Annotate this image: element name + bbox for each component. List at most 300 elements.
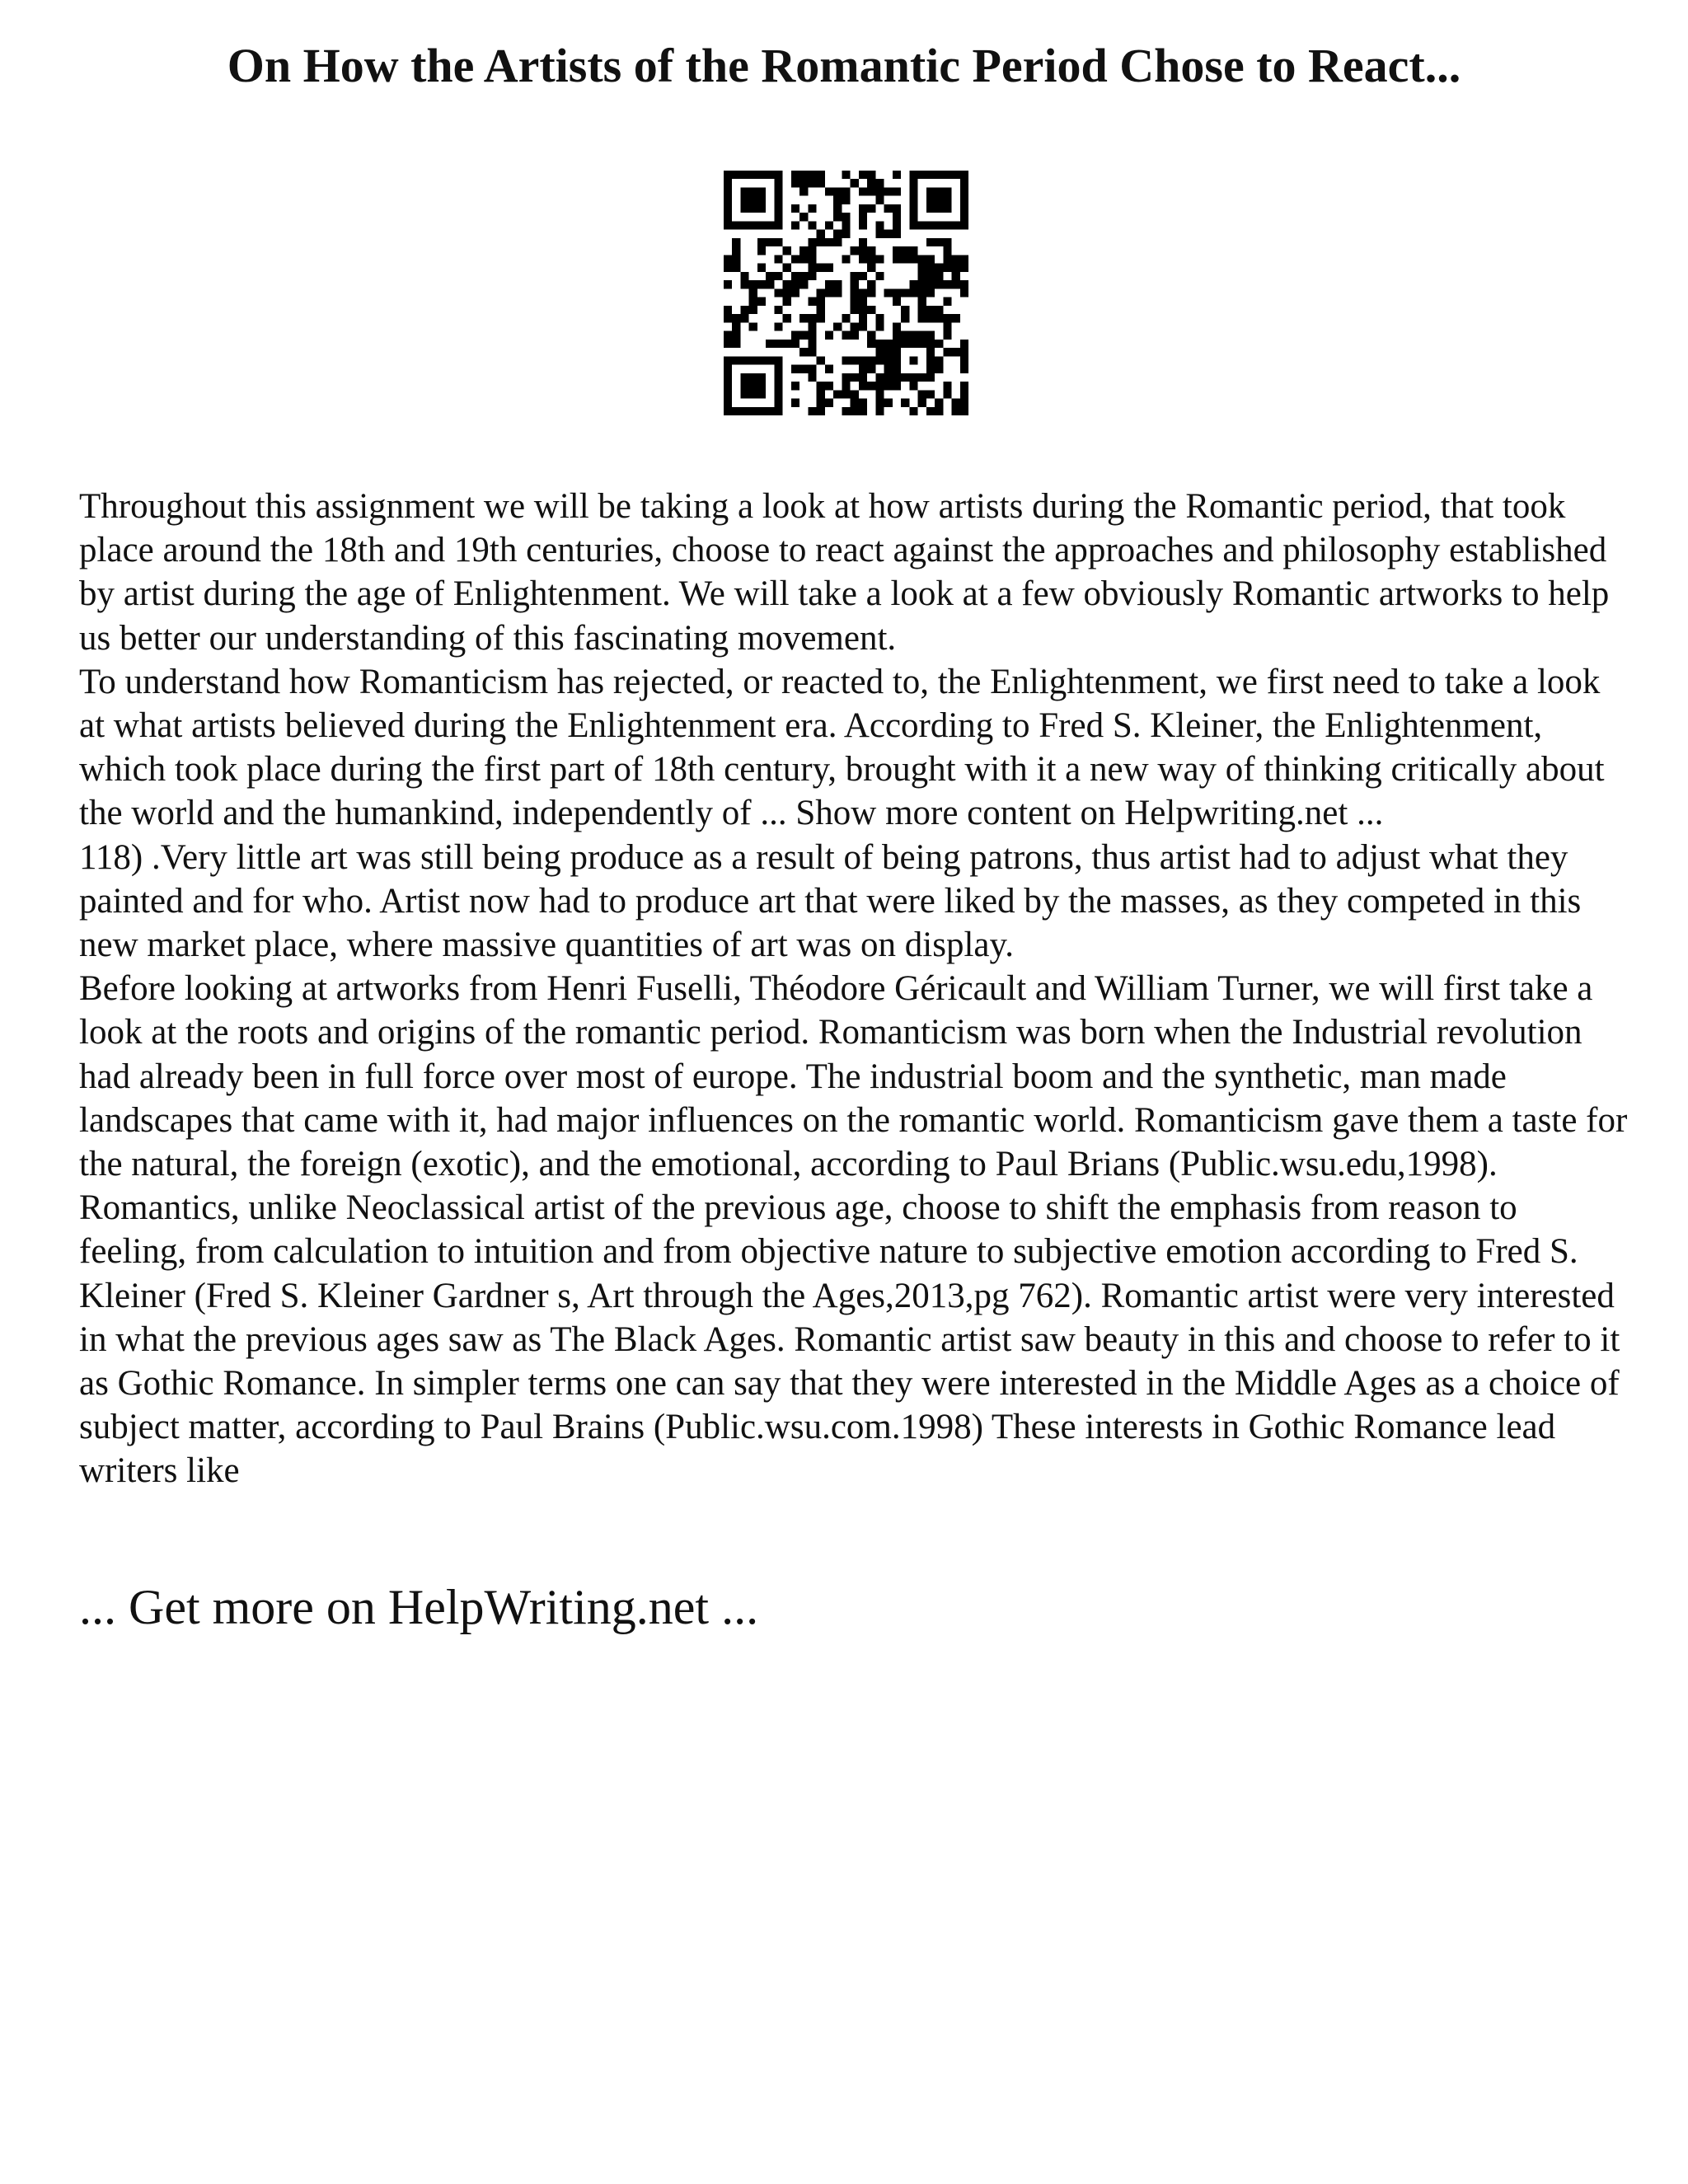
qr-module — [943, 322, 951, 330]
qr-module — [783, 264, 791, 272]
qr-module — [851, 246, 859, 255]
qr-module — [884, 204, 893, 213]
paragraph: Throughout this assignment we will be taking a look at how artists during the Romantic period, that took place around the 18th and 19th centuries, choose to react against the approaches and philosophy established by artist during the age of Enlightenment. We will take a look at a few obviously Romantic artworks to help us better our understanding of this fascinating movement. — [79, 487, 1610, 658]
qr-module — [783, 288, 791, 297]
qr-module — [757, 196, 766, 204]
qr-module — [749, 280, 757, 288]
qr-module — [867, 288, 875, 297]
qr-module — [884, 365, 893, 373]
qr-module — [859, 171, 867, 179]
qr-module — [749, 407, 757, 415]
qr-module — [859, 298, 867, 306]
qr-module — [926, 255, 935, 263]
qr-module — [867, 204, 875, 213]
qr-module — [893, 382, 901, 390]
qr-module — [817, 288, 825, 297]
qr-module — [867, 365, 875, 373]
qr-module — [799, 348, 808, 356]
qr-module — [791, 179, 799, 187]
qr-module — [859, 373, 867, 382]
qr-module — [724, 196, 732, 204]
qr-module — [909, 246, 917, 255]
qr-module — [740, 187, 748, 195]
qr-module — [960, 382, 968, 390]
qr-module — [943, 171, 951, 179]
qr-module — [740, 280, 748, 288]
qr-module — [918, 373, 926, 382]
qr-module — [791, 171, 799, 179]
qr-module — [952, 399, 960, 407]
qr-module — [918, 280, 926, 288]
qr-module — [960, 196, 968, 204]
qr-module — [901, 373, 909, 382]
qr-module — [935, 196, 943, 204]
qr-module — [918, 399, 926, 407]
qr-module — [935, 204, 943, 213]
qr-module — [724, 382, 732, 390]
qr-module — [808, 204, 816, 213]
qr-module — [918, 272, 926, 280]
qr-module — [875, 356, 884, 364]
qr-module — [851, 288, 859, 297]
qr-module — [935, 221, 943, 229]
qr-module — [724, 204, 732, 213]
qr-module — [817, 238, 825, 246]
qr-module — [749, 204, 757, 213]
qr-module — [724, 179, 732, 187]
qr-module — [918, 314, 926, 322]
qr-module — [757, 204, 766, 213]
qr-module — [960, 356, 968, 364]
qr-module — [808, 348, 816, 356]
qr-module — [851, 272, 859, 280]
qr-module — [935, 238, 943, 246]
qr-module — [766, 272, 774, 280]
qr-module — [960, 255, 968, 263]
qr-module — [817, 382, 825, 390]
qr-module — [833, 322, 842, 330]
get-more-link[interactable]: ... Get more on HelpWriting.net ... — [79, 1580, 759, 1634]
qr-module — [817, 230, 825, 238]
qr-module — [766, 280, 774, 288]
qr-module — [851, 322, 859, 330]
qr-module — [724, 340, 732, 348]
qr-module — [884, 348, 893, 356]
qr-module — [875, 314, 884, 322]
paragraph: Before looking at artworks from Henri Fuselli, Théodore Géricault and William Turner, we will first take a look at the roots and origins of the romantic period. Romanticism was born when the Industrial revolution had already been in full force over most of europe. The industrial boom and the synthetic, man made landscapes that came with it, had major influences on the romantic world. Romanticism gave them a taste for the natural, the foreign (exotic), and the emotional, according to Paul Brians (Public.wsu.edu,1998). Romantics, unlike Neoclassical artist of the previous age, choose to shift the emphasis from reason to feeling, from calculation to intuition and from objective nature to subjective emotion according to Fred S. Kleiner (Fred S. Kleiner Gardner s, Art through the Ages,2013,pg 762). Romantic artist were very interested in what the previous ages saw as The Black Ages. Romantic artist saw beauty in this and choose to refer to it as Gothic Romance. In simpler terms one can say that they were interested in the Middle Ages as a choice of subject matter, according to Paul Brains (Public.wsu.com.1998) These interests in Gothic Romance lead writers like — [79, 969, 1628, 1491]
qr-module — [791, 331, 799, 340]
qr-module — [757, 407, 766, 415]
qr-module — [893, 246, 901, 255]
qr-module — [851, 390, 859, 398]
qr-module — [935, 399, 943, 407]
qr-module — [859, 246, 867, 255]
qr-module — [875, 230, 884, 238]
qr-module — [926, 306, 935, 314]
qr-module — [960, 179, 968, 187]
qr-module — [791, 399, 799, 407]
qr-module — [901, 399, 909, 407]
qr-module — [893, 373, 901, 382]
qr-module — [724, 213, 732, 221]
qr-module — [825, 288, 833, 297]
qr-module — [825, 221, 833, 229]
qr-module — [893, 213, 901, 221]
qr-module — [859, 204, 867, 213]
qr-module — [867, 179, 875, 187]
qr-module — [774, 373, 782, 382]
qr-module — [867, 306, 875, 314]
qr-module — [893, 340, 901, 348]
paragraph: 118) .Very little art was still being produce as a result of being patrons, thus artist had to adjust what they painted and for who. Artist now had to produce art that were liked by the masses, as they competed in this new market place, where massive quantities of art was on display. — [79, 837, 1582, 965]
qr-module — [749, 382, 757, 390]
qr-module — [799, 331, 808, 340]
qr-module — [918, 298, 926, 306]
qr-module — [791, 365, 799, 373]
qr-module — [918, 171, 926, 179]
qr-module — [918, 221, 926, 229]
qr-module — [808, 272, 816, 280]
qr-module — [893, 221, 901, 229]
qr-module — [909, 407, 917, 415]
qr-module — [943, 331, 951, 340]
qr-module — [757, 171, 766, 179]
qr-module — [833, 288, 842, 297]
qr-module — [783, 280, 791, 288]
qr-module — [799, 365, 808, 373]
qr-module — [926, 348, 935, 356]
qr-module — [774, 179, 782, 187]
qr-module — [808, 314, 816, 322]
qr-module — [732, 238, 740, 246]
qr-module — [817, 399, 825, 407]
qr-module — [909, 373, 917, 382]
qr-module — [817, 356, 825, 364]
qr-module — [884, 340, 893, 348]
qr-module — [909, 288, 917, 297]
qr-module — [724, 187, 732, 195]
paragraph: To understand how Romanticism has rejected, or reacted to, the Enlightenment, we first need to take a look at what artists believed during the Enlightenment era. According to Fred S. Kleiner, the Enlightenment, which took place during the first part of 18th century, brought with it a new way of thinking critically about the world and the humankind, independently of ... Show more content on Helpwriting.net ... — [79, 662, 1605, 833]
qr-module — [808, 407, 816, 415]
qr-module — [817, 390, 825, 398]
qr-module — [851, 306, 859, 314]
qr-module — [875, 272, 884, 280]
qr-module — [774, 382, 782, 390]
qr-module — [952, 272, 960, 280]
qr-module — [926, 204, 935, 213]
qr-module — [740, 272, 748, 280]
qr-module — [842, 314, 850, 322]
qr-code-icon — [724, 171, 968, 415]
qr-module — [960, 288, 968, 297]
qr-module — [799, 179, 808, 187]
qr-module — [935, 314, 943, 322]
qr-module — [943, 390, 951, 398]
qr-module — [893, 288, 901, 297]
qr-module — [740, 382, 748, 390]
qr-module — [842, 255, 850, 263]
qr-module — [943, 298, 951, 306]
qr-module — [960, 348, 968, 356]
qr-module — [918, 255, 926, 263]
qr-module — [960, 280, 968, 288]
qr-module — [926, 373, 935, 382]
qr-module — [867, 264, 875, 272]
qr-module — [808, 246, 816, 255]
qr-module — [825, 331, 833, 340]
qr-module — [749, 298, 757, 306]
qr-module — [749, 306, 757, 314]
qr-module — [943, 264, 951, 272]
qr-module — [842, 213, 850, 221]
qr-module — [740, 390, 748, 398]
qr-module — [960, 171, 968, 179]
qr-module — [749, 373, 757, 382]
qr-module — [884, 288, 893, 297]
qr-module — [766, 407, 774, 415]
qr-module — [851, 331, 859, 340]
qr-module — [732, 331, 740, 340]
qr-module — [774, 171, 782, 179]
qr-module — [943, 238, 951, 246]
qr-module — [791, 255, 799, 263]
qr-module — [749, 187, 757, 195]
qr-module — [774, 340, 782, 348]
qr-module — [909, 280, 917, 288]
qr-module — [875, 348, 884, 356]
qr-module — [724, 314, 732, 322]
qr-module — [766, 221, 774, 229]
qr-module — [943, 314, 951, 322]
qr-module — [732, 314, 740, 322]
qr-module — [766, 340, 774, 348]
qr-module — [884, 399, 893, 407]
qr-module — [960, 187, 968, 195]
qr-module — [875, 382, 884, 390]
qr-module — [833, 238, 842, 246]
qr-module — [926, 272, 935, 280]
qr-module — [867, 246, 875, 255]
qr-module — [867, 356, 875, 364]
qr-module — [926, 314, 935, 322]
qr-module — [893, 298, 901, 306]
qr-module — [909, 179, 917, 187]
qr-module — [842, 382, 850, 390]
qr-module — [749, 221, 757, 229]
qr-module — [808, 255, 816, 263]
qr-module — [808, 238, 816, 246]
qr-module — [774, 399, 782, 407]
qr-module — [859, 187, 867, 195]
qr-module — [943, 280, 951, 288]
qr-module — [757, 264, 766, 272]
qr-module — [817, 298, 825, 306]
qr-module — [732, 356, 740, 364]
qr-module — [732, 171, 740, 179]
qr-module — [757, 390, 766, 398]
qr-module — [926, 280, 935, 288]
qr-module — [799, 187, 808, 195]
qr-module — [952, 171, 960, 179]
qr-module — [732, 255, 740, 263]
qr-module — [960, 390, 968, 398]
qr-module — [960, 264, 968, 272]
qr-module — [943, 221, 951, 229]
qr-module — [952, 280, 960, 288]
qr-module — [833, 230, 842, 238]
qr-module — [901, 288, 909, 297]
qr-module — [909, 204, 917, 213]
qr-module — [791, 340, 799, 348]
qr-module — [943, 348, 951, 356]
qr-module — [724, 280, 732, 288]
qr-module — [808, 331, 816, 340]
qr-module — [842, 407, 850, 415]
qr-module — [851, 399, 859, 407]
qr-module — [859, 272, 867, 280]
qr-module — [774, 390, 782, 398]
qr-module — [875, 221, 884, 229]
qr-module — [774, 356, 782, 364]
qr-module — [740, 196, 748, 204]
qr-module — [791, 272, 799, 280]
qr-module — [825, 238, 833, 246]
qr-module — [960, 221, 968, 229]
qr-module — [859, 365, 867, 373]
qr-module — [960, 340, 968, 348]
qr-module — [859, 255, 867, 263]
qr-module — [808, 373, 816, 382]
qr-module — [926, 196, 935, 204]
qr-module — [799, 255, 808, 263]
qr-module — [859, 356, 867, 364]
qr-module — [740, 373, 748, 382]
qr-module — [757, 280, 766, 288]
qr-module — [909, 356, 917, 364]
qr-module — [909, 331, 917, 340]
qr-module — [842, 221, 850, 229]
qr-module — [724, 331, 732, 340]
qr-module — [833, 187, 842, 195]
qr-module — [783, 340, 791, 348]
qr-module — [817, 314, 825, 322]
qr-module — [833, 213, 842, 221]
qr-module — [791, 204, 799, 213]
qr-module — [774, 213, 782, 221]
qr-module — [859, 288, 867, 297]
qr-module — [842, 390, 850, 398]
qr-module — [867, 280, 875, 288]
qr-module — [884, 230, 893, 238]
qr-module — [740, 204, 748, 213]
qr-module — [952, 264, 960, 272]
qr-module — [732, 340, 740, 348]
qr-module — [799, 246, 808, 255]
qr-module — [774, 322, 782, 330]
qr-module — [724, 264, 732, 272]
qr-module — [817, 306, 825, 314]
qr-module — [935, 407, 943, 415]
qr-module — [774, 306, 782, 314]
qr-module — [783, 246, 791, 255]
qr-module — [799, 213, 808, 221]
qr-module — [943, 246, 951, 255]
qr-module — [909, 382, 917, 390]
qr-module — [926, 238, 935, 246]
qr-module — [724, 407, 732, 415]
qr-module — [842, 171, 850, 179]
qr-module — [867, 187, 875, 195]
qr-module — [749, 390, 757, 398]
qr-module — [893, 171, 901, 179]
qr-module — [952, 348, 960, 356]
qr-module — [851, 407, 859, 415]
qr-module — [884, 356, 893, 364]
qr-module — [774, 255, 782, 263]
qr-module — [901, 331, 909, 340]
qr-module — [732, 246, 740, 255]
qr-module — [893, 255, 901, 263]
qr-module — [943, 204, 951, 213]
qr-module — [935, 264, 943, 272]
qr-module — [960, 399, 968, 407]
qr-module — [817, 171, 825, 179]
qr-module — [851, 280, 859, 288]
qr-module — [859, 322, 867, 330]
qr-module — [859, 213, 867, 221]
qr-module — [724, 365, 732, 373]
qr-module — [757, 298, 766, 306]
qr-module — [740, 171, 748, 179]
qr-module — [893, 187, 901, 195]
qr-module — [926, 187, 935, 195]
qr-module — [859, 407, 867, 415]
qr-module — [732, 221, 740, 229]
qr-module — [918, 288, 926, 297]
qr-module — [943, 196, 951, 204]
qr-module — [842, 196, 850, 204]
qr-module — [774, 204, 782, 213]
qr-module — [926, 356, 935, 364]
qr-module — [926, 288, 935, 297]
qr-module — [766, 356, 774, 364]
qr-module — [875, 340, 884, 348]
qr-module — [918, 390, 926, 398]
qr-module — [893, 356, 901, 364]
qr-module — [952, 407, 960, 415]
qr-module — [808, 221, 816, 229]
qr-module — [724, 399, 732, 407]
qr-module — [943, 382, 951, 390]
qr-module — [935, 280, 943, 288]
qr-module — [740, 356, 748, 364]
qr-module — [893, 365, 901, 373]
qr-module — [875, 179, 884, 187]
qr-module — [875, 390, 884, 398]
qr-module — [740, 314, 748, 322]
qr-module — [867, 255, 875, 263]
qr-module — [724, 171, 732, 179]
qr-module — [817, 179, 825, 187]
qr-module — [757, 356, 766, 364]
qr-module — [935, 356, 943, 364]
qr-module — [842, 230, 850, 238]
qr-module — [926, 365, 935, 373]
qr-module — [791, 280, 799, 288]
qr-module — [935, 340, 943, 348]
qr-module — [808, 322, 816, 330]
qr-module — [851, 373, 859, 382]
